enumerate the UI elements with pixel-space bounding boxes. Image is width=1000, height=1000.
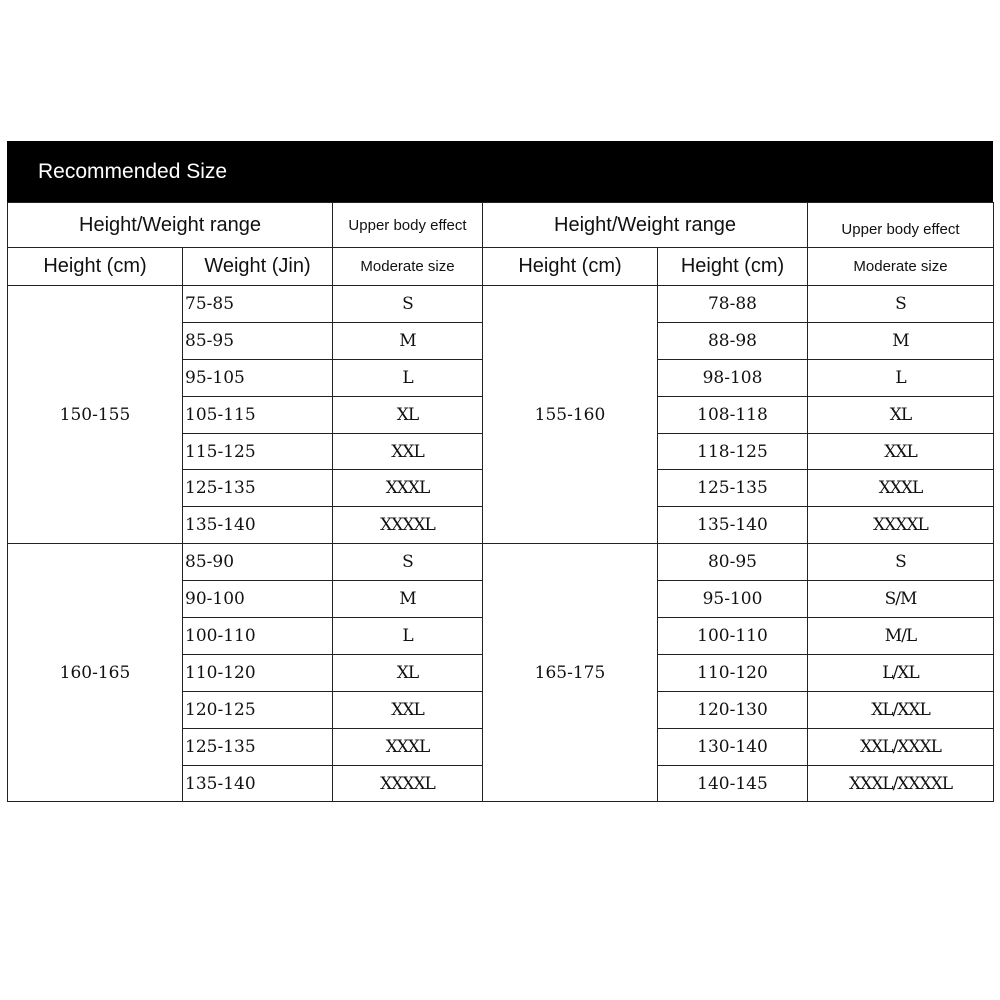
left-weight-cell: 85-95 <box>183 322 333 359</box>
left-weight-cell: 85-90 <box>183 544 333 581</box>
left-size-cell: XXL <box>333 691 483 728</box>
right-weight-cell: 108-118 <box>658 396 808 433</box>
left-weight-cell: 75-85 <box>183 286 333 323</box>
right-weight-cell: 98-108 <box>658 359 808 396</box>
title-bar <box>7 141 993 202</box>
table-row <box>8 544 994 581</box>
col-header-height-right: Height (cm) <box>483 248 658 286</box>
right-size-cell: XXL <box>808 433 994 470</box>
left-weight-cell: 90-100 <box>183 581 333 618</box>
left-size-cell: XXXXL <box>333 765 483 802</box>
header-row-main <box>8 203 994 248</box>
right-weight-cell: 140-145 <box>658 765 808 802</box>
size-chart <box>7 141 993 802</box>
right-size-cell: XL/XXL <box>808 691 994 728</box>
col-header-weight-right: Height (cm) <box>658 248 808 286</box>
right-weight-cell: 110-120 <box>658 654 808 691</box>
right-size-cell: XL <box>808 396 994 433</box>
left-size-cell: XXXL <box>333 470 483 507</box>
header-row-sub <box>8 248 994 286</box>
left-weight-cell: 95-105 <box>183 359 333 396</box>
right-weight-cell: 95-100 <box>658 581 808 618</box>
left-weight-cell: 105-115 <box>183 396 333 433</box>
right-size-cell: L <box>808 359 994 396</box>
right-weight-cell: 80-95 <box>658 544 808 581</box>
left-size-cell: S <box>333 286 483 323</box>
left-size-cell: M <box>333 581 483 618</box>
left-height-group: 160-165 <box>8 544 183 802</box>
right-size-cell: M/L <box>808 618 994 655</box>
left-size-cell: XL <box>333 654 483 691</box>
right-weight-cell: 135-140 <box>658 507 808 544</box>
left-weight-cell: 125-135 <box>183 728 333 765</box>
left-size-cell: L <box>333 618 483 655</box>
right-size-cell: M <box>808 322 994 359</box>
col-header-height-left: Height (cm) <box>8 248 183 286</box>
col-header-weight-left: Weight (Jin) <box>183 248 333 286</box>
right-weight-cell: 78-88 <box>658 286 808 323</box>
left-size-cell: XXXL <box>333 728 483 765</box>
left-weight-cell: 120-125 <box>183 691 333 728</box>
col-header-size-right: Moderate size <box>808 248 994 286</box>
left-weight-cell: 115-125 <box>183 433 333 470</box>
left-size-cell: L <box>333 359 483 396</box>
left-size-cell: S <box>333 544 483 581</box>
right-size-cell: L/XL <box>808 654 994 691</box>
right-size-cell: S <box>808 286 994 323</box>
left-size-cell: M <box>333 322 483 359</box>
range-header-right: Height/Weight range <box>483 203 808 248</box>
right-weight-cell: 120-130 <box>658 691 808 728</box>
right-weight-cell: 125-135 <box>658 470 808 507</box>
effect-header-right: Upper body effect <box>808 203 994 248</box>
left-weight-cell: 100-110 <box>183 618 333 655</box>
right-weight-cell: 88-98 <box>658 322 808 359</box>
right-weight-cell: 100-110 <box>658 618 808 655</box>
right-size-cell: S/M <box>808 581 994 618</box>
range-header-left: Height/Weight range <box>8 203 333 248</box>
left-weight-cell: 135-140 <box>183 507 333 544</box>
left-size-cell: XXXXL <box>333 507 483 544</box>
right-weight-cell: 118-125 <box>658 433 808 470</box>
right-size-cell: XXXL <box>808 470 994 507</box>
size-table <box>7 202 994 802</box>
right-size-cell: XXL/XXXL <box>808 728 994 765</box>
right-size-cell: XXXXL <box>808 507 994 544</box>
right-height-group: 155-160 <box>483 286 658 544</box>
col-header-size-left: Moderate size <box>333 248 483 286</box>
left-weight-cell: 125-135 <box>183 470 333 507</box>
left-size-cell: XL <box>333 396 483 433</box>
chart-title: Recommended Size <box>38 159 228 183</box>
effect-header-left: Upper body effect <box>333 203 483 248</box>
table-row <box>8 286 994 323</box>
right-height-group: 165-175 <box>483 544 658 802</box>
right-weight-cell: 130-140 <box>658 728 808 765</box>
right-size-cell: S <box>808 544 994 581</box>
right-size-cell: XXXL/XXXXL <box>808 765 994 802</box>
left-height-group: 150-155 <box>8 286 183 544</box>
left-weight-cell: 135-140 <box>183 765 333 802</box>
left-weight-cell: 110-120 <box>183 654 333 691</box>
left-size-cell: XXL <box>333 433 483 470</box>
